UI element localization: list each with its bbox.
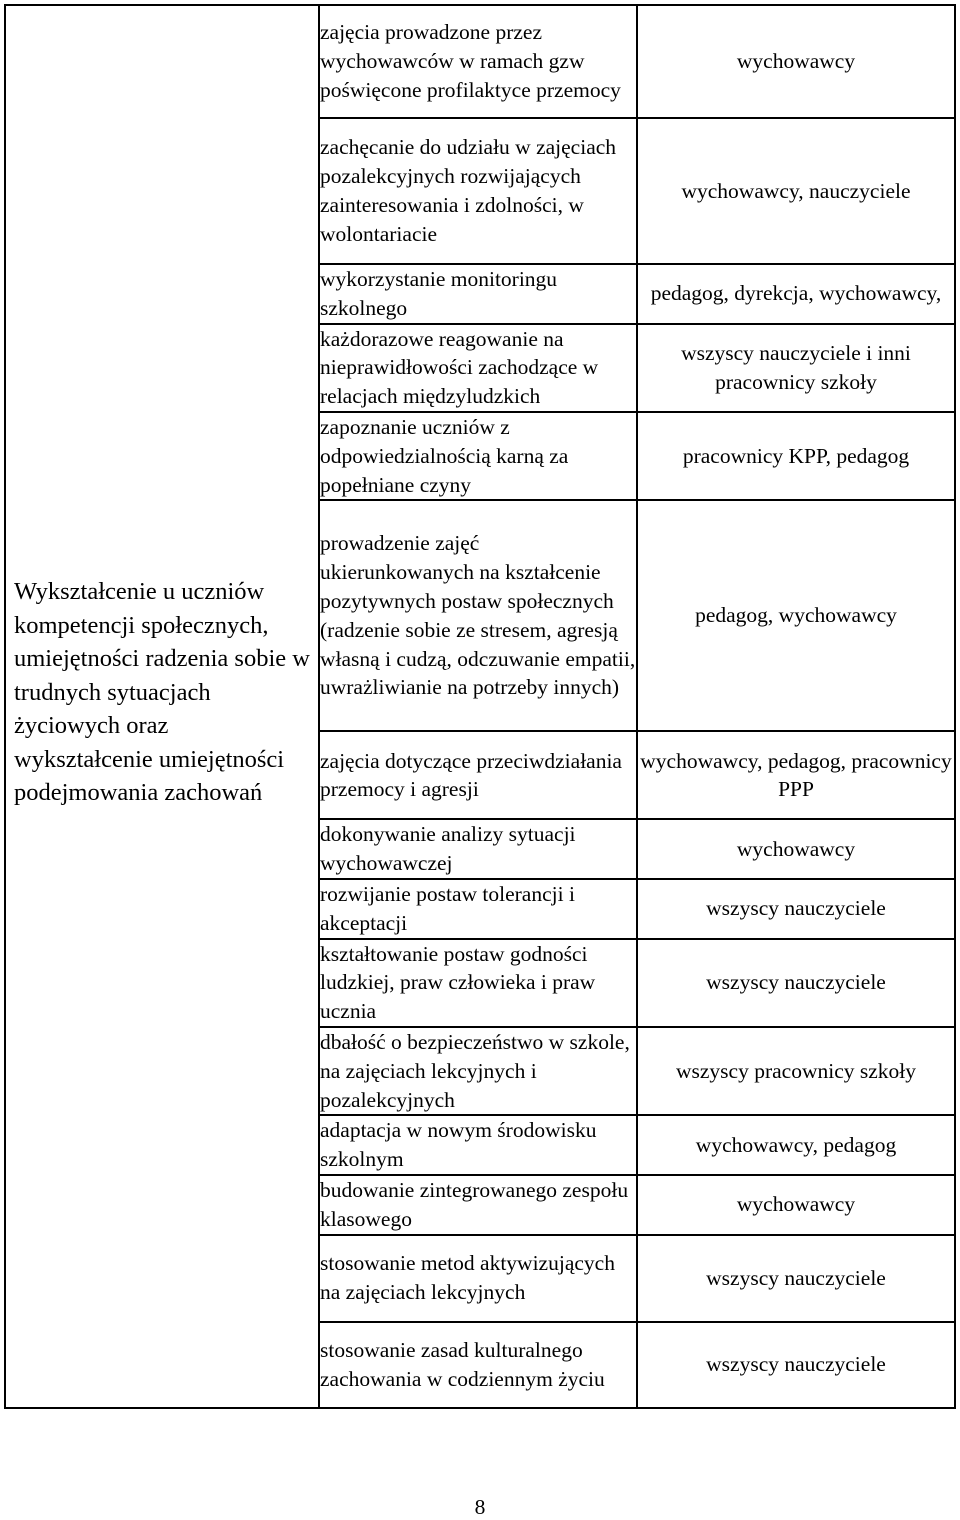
responsible-cell: wszyscy nauczyciele	[637, 879, 955, 939]
task-cell: dbałość o bezpieczeństwo w szkole, na zajęciach lekcyjnych i pozalekcyjnych	[319, 1027, 637, 1115]
task-cell: zajęcia dotyczące przeciwdziałania przemocy i agresji	[319, 731, 637, 819]
task-cell: zapoznanie uczniów z odpowiedzialnością karną za popełniane czyny	[319, 412, 637, 500]
task-cell: wykorzystanie monitoringu szkolnego	[319, 264, 637, 324]
task-cell: stosowanie zasad kulturalnego zachowania w codziennym życiu	[319, 1322, 637, 1408]
responsible-cell: wychowawcy	[637, 1175, 955, 1235]
responsible-cell: wszyscy nauczyciele	[637, 939, 955, 1027]
goal-cell	[5, 5, 319, 1408]
responsible-cell: wychowawcy, nauczyciele	[637, 118, 955, 264]
task-cell: zajęcia prowadzone przez wychowawców w ramach gzw poświęcone profilaktyce przemocy	[319, 5, 637, 118]
task-cell: każdorazowe reagowanie na nieprawidłowości zachodzące w relacjach międzyludzkich	[319, 324, 637, 412]
responsible-cell: wychowawcy, pedagog, pracownicy PPP	[637, 731, 955, 819]
task-cell: budowanie zintegrowanego zespołu klasowego	[319, 1175, 637, 1235]
responsible-cell: wszyscy pracownicy szkoły	[637, 1027, 955, 1115]
task-cell: kształtowanie postaw godności ludzkiej, praw człowieka i praw ucznia	[319, 939, 637, 1027]
responsible-cell: pedagog, wychowawcy	[637, 500, 955, 731]
responsible-cell: wszyscy nauczyciele i inni pracownicy szkoły	[637, 324, 955, 412]
page-number: 8	[474, 1495, 486, 1519]
task-cell: stosowanie metod aktywizujących na zajęciach lekcyjnych	[319, 1235, 637, 1322]
responsible-cell: wszyscy nauczyciele	[637, 1235, 955, 1322]
task-cell: prowadzenie zajęć ukierunkowanych na kształcenie pozytywnych postaw społecznych (radzenie sobie ze stresem, agresją własną i cudzą, odczuwanie empatii, uwrażliwianie na potrzeby innych)	[319, 500, 637, 731]
task-cell: rozwijanie postaw tolerancji i akceptacji	[319, 879, 637, 939]
task-cell: dokonywanie analizy sytuacji wychowawczej	[319, 819, 637, 879]
table-row	[5, 5, 955, 118]
responsible-cell: pracownicy KPP, pedagog	[637, 412, 955, 500]
goal-text: Wykształcenie u uczniów kompetencji społecznych, umiejętności radzenia sobie w trudnych sytuacjach życiowych oraz wykształcenie umiejętności podejmowania zachowań	[14, 578, 310, 807]
responsible-cell: wszyscy nauczyciele	[637, 1322, 955, 1408]
responsible-cell: wychowawcy	[637, 5, 955, 118]
task-cell: adaptacja w nowym środowisku szkolnym	[319, 1115, 637, 1175]
responsible-cell: wychowawcy, pedagog	[637, 1115, 955, 1175]
responsible-cell: wychowawcy	[637, 819, 955, 879]
responsible-cell: pedagog, dyrekcja, wychowawcy,	[637, 264, 955, 324]
program-table	[4, 4, 956, 1409]
task-cell: zachęcanie do udziału w zajęciach pozalekcyjnych rozwijających zainteresowania i zdolności, w wolontariacie	[319, 118, 637, 264]
